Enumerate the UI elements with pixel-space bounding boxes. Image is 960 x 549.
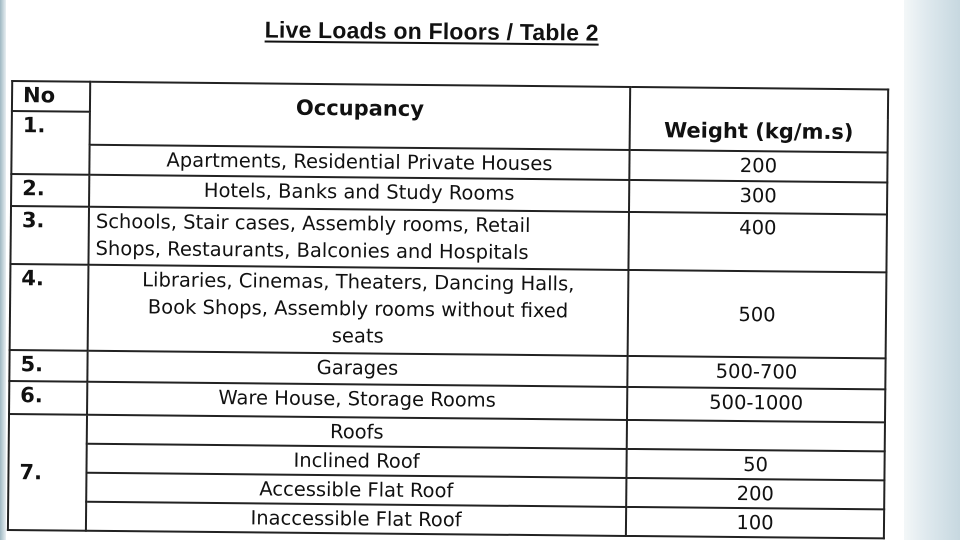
- row-2-occupancy: Hotels, Banks and Study Rooms: [89, 175, 629, 212]
- slide-right-band: [904, 0, 960, 540]
- row-1-occupancy: Apartments, Residential Private Houses: [89, 145, 629, 180]
- row-3-occupancy: [88, 207, 629, 270]
- row-6-occupancy: Ware House, Storage Rooms: [87, 382, 627, 420]
- row-3-weight: 400: [628, 212, 887, 272]
- roof-inclined-weight: 50: [626, 449, 884, 480]
- roof-inaccessible-occupancy: Inaccessible Flat Roof: [86, 502, 626, 536]
- row-4-no: 4.: [10, 264, 89, 351]
- roof-inclined-occupancy: Inclined Roof: [86, 444, 626, 478]
- row-4-occupancy-line: Libraries, Cinemas, Theaters, Dancing Halls,: [142, 268, 575, 296]
- row-3-occupancy-line: Schools, Stair cases, Assembly rooms, Retail: [95, 209, 531, 238]
- row-3-occupancy-line: Shops, Restaurants, Balconies and Hospitals: [95, 236, 529, 264]
- row-1-no: 1.: [11, 111, 90, 175]
- roofs-heading: Roofs: [87, 415, 627, 449]
- table-header-row: [12, 81, 888, 119]
- row-6-weight: 500-1000: [627, 387, 885, 422]
- document-photo: [5, 0, 902, 549]
- roof-accessible-weight: 200: [626, 478, 884, 509]
- row-2-no: 2.: [11, 174, 89, 207]
- row-4-weight: 500: [628, 270, 887, 358]
- page-title: Live Loads on Floors / Table 2: [264, 16, 599, 46]
- row-4-occupancy-line: seats: [331, 324, 384, 348]
- live-loads-table: [7, 80, 889, 539]
- header-weight: Weight (kg/m.s): [630, 117, 888, 152]
- row-5-occupancy: Garages: [87, 351, 627, 387]
- roof-inaccessible-weight: 100: [626, 507, 884, 538]
- table-row: [10, 206, 887, 272]
- row-5-no: 5.: [9, 350, 87, 382]
- row-3-no: 3.: [10, 206, 89, 265]
- header-no: No: [12, 81, 90, 112]
- roof-accessible-occupancy: Accessible Flat Roof: [86, 473, 626, 507]
- row-5-weight: 500-700: [627, 356, 885, 389]
- row-7-no: 7.: [8, 414, 87, 531]
- header-occupancy: Occupancy: [90, 82, 631, 150]
- row-4-occupancy: [88, 265, 629, 356]
- table-row: [10, 264, 887, 358]
- row-6-no: 6.: [9, 381, 87, 415]
- row-1-weight: 200: [629, 150, 887, 182]
- row-4-occupancy-line: Book Shops, Assembly rooms without fixed: [147, 295, 569, 323]
- row-2-weight: 300: [629, 180, 887, 214]
